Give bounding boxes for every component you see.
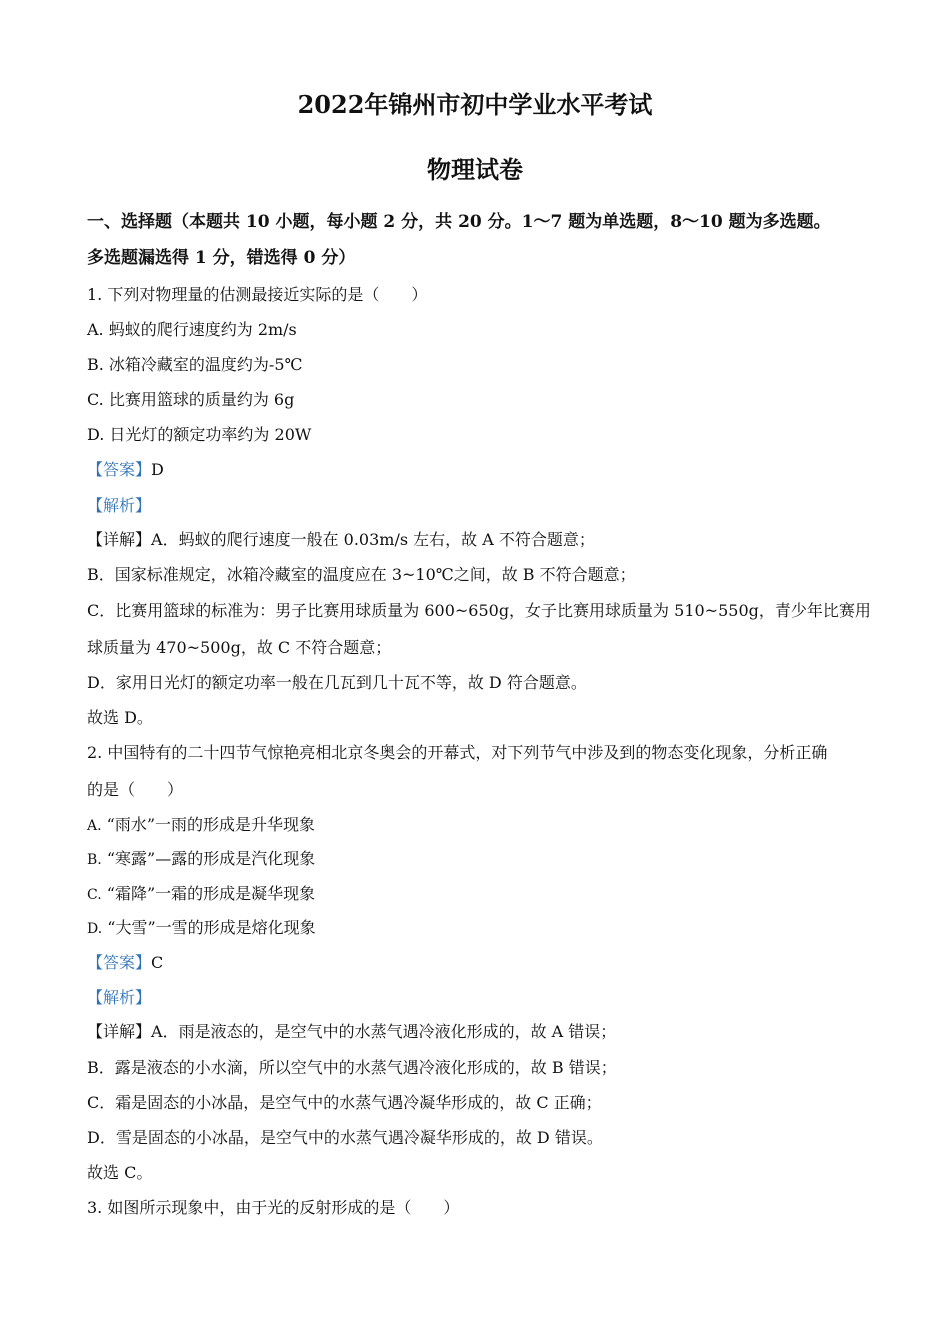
q1-option-d: D. 日光灯的额定功率约为 20W [87,425,312,444]
q1-option-b: B. 冰箱冷藏室的温度约为-5℃ [87,355,303,374]
q2-stem-line2: 的是（ ） [87,780,184,799]
detail-label: 【详解】 [87,530,152,549]
q2-answer [87,952,877,974]
answer-value: C [151,953,164,972]
option-text: “大雪”一雪的形成是熔化现象 [107,918,316,937]
q2-option-a [87,814,877,837]
option-text: “雨水”一雨的形成是升华现象 [106,815,316,834]
detail-text: A．雨是液态的，是空气中的水蒸气遇冷液化形成的，故 A 错误； [151,1022,617,1041]
q2-analysis-label: 【解析】 [87,988,152,1007]
option-text: “霜降”一霜的形成是凝华现象 [106,884,316,903]
q2-detail-line: B．露是液态的小水滴，所以空气中的水蒸气遇冷液化形成的，故 B 错误； [87,1058,617,1077]
option-text: “寒露”—露的形成是汽化现象 [106,849,316,868]
q1-detail-line [87,529,877,551]
q1-option-a: A. 蚂蚁的爬行速度约为 2m/s [87,320,297,339]
q1-analysis-label: 【解析】 [87,496,152,515]
q2-detail-line: D．雪是固态的小冰晶，是空气中的水蒸气遇冷凝华形成的，故 D 错误。 [87,1128,603,1147]
q1-detail-line: C．比赛用篮球的标准为：男子比赛用球质量为 600~650g，女子比赛用球质量为 510~550g，青少年比赛用 [87,601,871,620]
answer-label: 【答案】 [87,460,152,479]
exam-subtitle: 物理试卷 [427,155,523,184]
detail-text: A．蚂蚁的爬行速度一般在 0.03m/s 左右，故 A 不符合题意； [151,530,595,549]
option-letter: B. [87,852,102,868]
option-letter: A. [87,818,102,834]
section-heading-line1: 一、选择题（本题共 10 小题，每小题 2 分，共 20 分。1～7 题为单选题，8～10 题为多选题。 [87,212,831,232]
q3-stem: 3. 如图所示现象中，由于光的反射形成的是（ ） [87,1198,460,1217]
q1-detail-line: D．家用日光灯的额定功率一般在几瓦到几十瓦不等，故 D 符合题意。 [87,673,587,692]
option-letter: D. [87,921,103,937]
q2-option-c [87,883,877,906]
q2-conclusion: 故选 C。 [87,1163,153,1182]
option-letter: C. [87,887,102,903]
q1-conclusion: 故选 D。 [87,708,153,727]
q1-stem: 1. 下列对物理量的估测最接近实际的是（ ） [87,285,428,304]
detail-label: 【详解】 [87,1022,152,1041]
q2-detail-line: C．霜是固态的小冰晶，是空气中的水蒸气遇冷凝华形成的，故 C 正确； [87,1093,602,1112]
answer-value: D [151,460,164,479]
section-heading-line2: 多选题漏选得 1 分，错选得 0 分） [87,248,356,268]
q2-detail-line [87,1021,877,1043]
q1-answer [87,459,877,481]
exam-title: 2022年锦州市初中学业水平考试 [297,90,653,119]
q2-option-b [87,848,877,871]
answer-label: 【答案】 [87,953,152,972]
q1-detail-line: B．国家标准规定，冰箱冷藏室的温度应在 3~10℃之间，故 B 不符合题意； [87,565,636,584]
q2-option-d [87,917,877,940]
q1-option-c: C. 比赛用篮球的质量约为 6g [87,390,295,409]
q1-detail-line: 球质量为 470~500g，故 C 不符合题意； [87,638,392,657]
q2-stem-line1: 2. 中国特有的二十四节气惊艳亮相北京冬奥会的开幕式，对下列节气中涉及到的物态变化现象，分析正确 [87,743,828,762]
